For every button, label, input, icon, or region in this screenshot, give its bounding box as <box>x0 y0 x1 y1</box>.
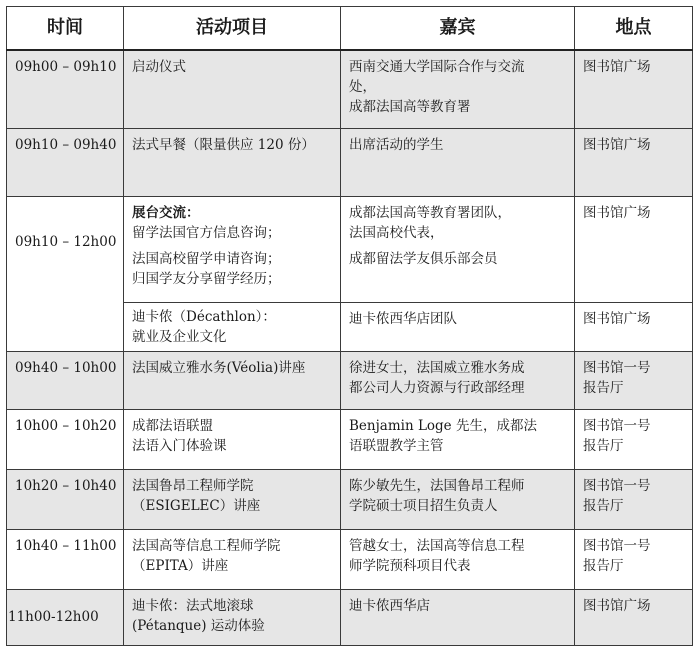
table-row <box>7 409 693 469</box>
header-guests: 嘉宾 <box>341 7 575 51</box>
guests-cell <box>341 529 575 589</box>
guests-cell <box>341 196 575 302</box>
activity-line: 启动仪式 <box>132 59 186 75</box>
guests-line: 出席活动的学生 <box>349 136 444 153</box>
activity-line: 迪卡侬（Décathlon）： <box>132 308 276 325</box>
guests-line: 陈少敏先生，法国鲁昂工程师 <box>349 477 525 494</box>
activity-line: 就业及企业文化 <box>132 328 227 345</box>
location-line: 图书馆广场 <box>583 204 651 221</box>
location-cell <box>575 589 693 645</box>
guests-line: 处， <box>349 79 376 95</box>
guests-line: 迪卡侬西华店团队 <box>349 310 457 327</box>
activity-line: （EPITA）讲座 <box>132 557 229 574</box>
guests-line: 语联盟教学主管 <box>349 437 444 454</box>
location-cell <box>575 409 693 469</box>
guests-line: 成都法国高等教育署团队， <box>349 204 511 221</box>
activity-cell <box>124 196 341 302</box>
header-location: 地点 <box>575 7 693 51</box>
table-row <box>7 529 693 589</box>
activity-line: 法国高等信息工程师学院 <box>132 537 281 554</box>
guests-line: 迪卡侬西华店 <box>349 597 430 614</box>
location-cell <box>575 50 693 128</box>
guests-line: 成都留法学友俱乐部会员 <box>349 250 498 267</box>
table-row <box>7 50 693 128</box>
time-cell: 11h00-12h00 <box>7 589 124 645</box>
schedule-table-wrapper <box>6 6 693 646</box>
location-line: 图书馆广场 <box>583 310 651 327</box>
activity-cell <box>124 589 341 645</box>
guests-cell <box>341 409 575 469</box>
guests-cell <box>341 469 575 529</box>
table-row <box>7 128 693 196</box>
table-row <box>7 351 693 409</box>
guests-line: 都公司人力资源与行政部经理 <box>349 379 525 396</box>
activity-title: 展台交流： <box>132 204 200 221</box>
guests-line: 成都法国高等教育署 <box>349 99 471 115</box>
activity-cell <box>124 128 341 196</box>
guests-line: 管越女士，法国高等信息工程 <box>349 537 525 554</box>
location-line: 报告厅 <box>583 379 624 396</box>
location-line: 图书馆广场 <box>583 136 651 153</box>
guests-cell <box>341 302 575 351</box>
location-line: 报告厅 <box>583 557 624 574</box>
guests-cell <box>341 351 575 409</box>
table-row <box>7 589 693 645</box>
location-cell <box>575 529 693 589</box>
location-cell <box>575 196 693 302</box>
activity-line: （ESIGELEC）讲座 <box>132 497 261 514</box>
activity-cell <box>124 50 341 128</box>
header-row <box>7 7 693 51</box>
location-line: 图书馆广场 <box>583 597 651 614</box>
time-cell: 09h00 – 09h10 <box>7 50 124 128</box>
table-row <box>7 196 693 302</box>
header-time: 时间 <box>7 7 124 51</box>
location-line: 图书馆一号 <box>583 477 651 494</box>
guests-cell <box>341 50 575 128</box>
guests-line: 法国高校代表， <box>349 224 444 241</box>
guests-cell <box>341 128 575 196</box>
activity-cell <box>124 351 341 409</box>
guests-line: 学院硕士项目招生负责人 <box>349 497 498 514</box>
time-cell: 09h10 – 12h00 <box>7 196 124 351</box>
activity-cell <box>124 302 341 351</box>
activity-line: 法国威立雅水务(Véolia)讲座 <box>132 359 306 376</box>
table-row <box>7 469 693 529</box>
activity-line: 法语入门体验课 <box>132 437 227 454</box>
activity-cell <box>124 469 341 529</box>
time-cell: 10h00 – 10h20 <box>7 409 124 469</box>
guests-line: 师学院预科项目代表 <box>349 557 471 574</box>
location-cell <box>575 128 693 196</box>
guests-line: 西南交通大学国际合作与交流 <box>349 59 525 75</box>
header-activity: 活动项目 <box>124 7 341 51</box>
location-line: 图书馆一号 <box>583 417 651 434</box>
time-cell: 10h20 – 10h40 <box>7 469 124 529</box>
guests-line: 徐进女士，法国威立雅水务成 <box>349 359 525 376</box>
location-line: 图书馆一号 <box>583 359 651 376</box>
location-cell <box>575 302 693 351</box>
activity-line: (Pétanque) 运动体验 <box>132 617 265 634</box>
activity-line: 留学法国官方信息咨询； <box>132 224 281 241</box>
guests-cell <box>341 589 575 645</box>
location-line: 图书馆一号 <box>583 537 651 554</box>
activity-line: 归国学友分享留学经历； <box>132 270 281 287</box>
activity-line: 法国鲁昂工程师学院 <box>132 477 254 494</box>
time-cell: 09h40 – 10h00 <box>7 351 124 409</box>
schedule-table <box>6 6 693 646</box>
time-cell: 09h10 – 09h40 <box>7 128 124 196</box>
location-line: 报告厅 <box>583 437 624 454</box>
time-cell: 10h40 – 11h00 <box>7 529 124 589</box>
location-cell <box>575 351 693 409</box>
activity-line: 法式早餐（限量供应 120 份） <box>132 136 315 153</box>
activity-cell <box>124 409 341 469</box>
activity-line: 迪卡侬：法式地滚球 <box>132 597 254 614</box>
activity-line: 成都法语联盟 <box>132 417 213 434</box>
location-line: 报告厅 <box>583 497 624 514</box>
activity-line: 法国高校留学申请咨询； <box>132 250 281 267</box>
activity-cell <box>124 529 341 589</box>
location-cell <box>575 469 693 529</box>
guests-line: Benjamin Loge 先生，成都法 <box>349 417 537 434</box>
location-line: 图书馆广场 <box>583 59 651 75</box>
